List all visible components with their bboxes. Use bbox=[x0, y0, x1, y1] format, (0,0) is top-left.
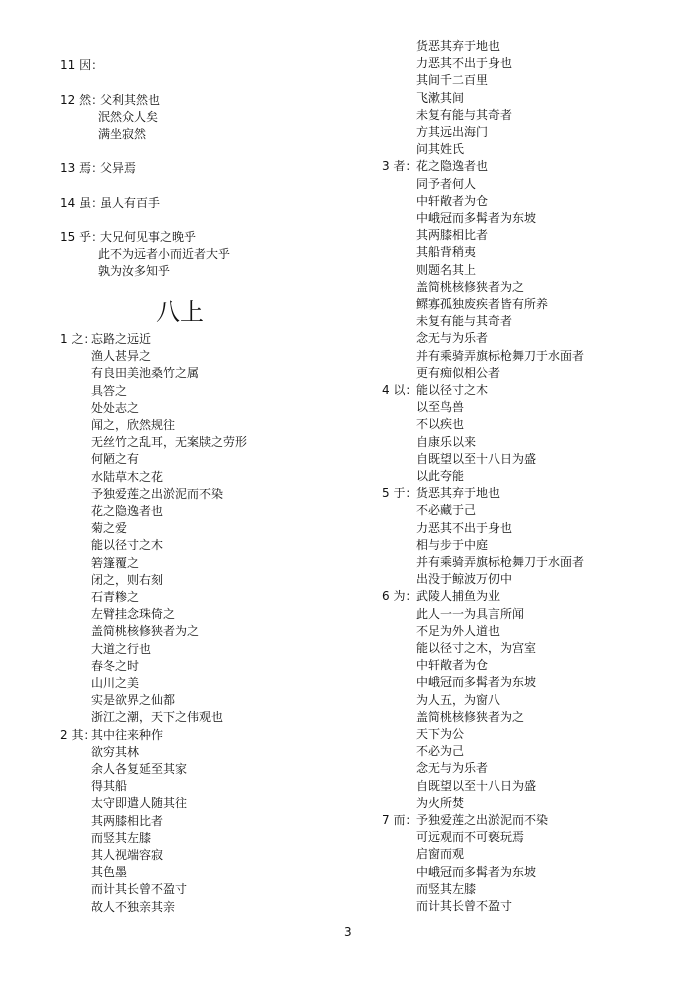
entry-line: 自既望以至十八日为盛 bbox=[416, 778, 537, 793]
entry-line: 不必藏于己 bbox=[416, 503, 477, 518]
entry-line: 何陋之有 bbox=[91, 452, 140, 467]
entry-line: 其船背稍夷 bbox=[416, 245, 477, 260]
entry-line: 菊之爱 bbox=[91, 521, 128, 536]
entry-line: 其两膝相比者 bbox=[91, 813, 164, 828]
entry-line: 孰为汝多知乎 bbox=[98, 264, 171, 279]
entry-line: 满坐寂然 bbox=[98, 127, 147, 142]
entry-line: 武陵人捕鱼为业 bbox=[416, 589, 501, 604]
entry-line: 实是欲界之仙都 bbox=[91, 693, 176, 708]
entry-line: 天下为公 bbox=[416, 727, 465, 741]
entry-line: 以此夸能 bbox=[416, 469, 465, 483]
entry-line: 余人各复延至其家 bbox=[91, 762, 188, 776]
entry-line: 泯然众人矣 bbox=[98, 110, 159, 125]
entry-line: 自康乐以来 bbox=[416, 434, 477, 449]
entry-line: 此人一一为具言所闻 bbox=[416, 606, 525, 621]
entry-label: 6 为： bbox=[382, 589, 418, 604]
page-number: 3 bbox=[344, 925, 352, 939]
entry-line: 不足为外人道也 bbox=[416, 623, 501, 638]
entry-line: 此不为远者小而近者大乎 bbox=[98, 247, 231, 262]
entry-line: 方其远出海门 bbox=[416, 125, 489, 139]
entry-line: 花之隐逸者也 bbox=[416, 159, 489, 174]
entry-line: 予独爱莲之出淤泥而不染 bbox=[416, 813, 549, 827]
entry-line: 更有痴似相公者 bbox=[416, 365, 501, 380]
entry-line: 其两膝相比者 bbox=[416, 228, 489, 243]
entry-line: 父利其然也 bbox=[100, 93, 161, 107]
entry-line: 则题名其上 bbox=[416, 262, 477, 277]
entry-line: 未复有能与其奇者 bbox=[416, 107, 513, 122]
entry-line: 盖简桃核修狭者为之 bbox=[416, 279, 525, 294]
entry-line: 出没于鲸波万仞中 bbox=[416, 572, 513, 587]
entry-line: 具答之 bbox=[91, 383, 128, 398]
entry-label: 5 于： bbox=[382, 486, 418, 501]
entry-line: 忘路之远近 bbox=[91, 332, 152, 346]
entry-line: 能以径寸之木 bbox=[416, 383, 489, 397]
entry-label: 12 然： bbox=[60, 93, 104, 107]
entry-line: 力恶其不出于身也 bbox=[416, 56, 513, 71]
entry-line: 并有乘骑弄旗标枪舞刀于水面者 bbox=[416, 555, 585, 569]
entry-line: 得其船 bbox=[91, 779, 128, 794]
entry-line: 并有乘骑弄旗标枪舞刀于水面者 bbox=[416, 348, 585, 363]
entry-line: 其中往来种作 bbox=[91, 727, 164, 742]
entry-line: 故人不独亲其亲 bbox=[91, 899, 176, 914]
entry-line: 中峨冠而多髯者为东坡 bbox=[416, 211, 537, 225]
entry-line: 渔人甚异之 bbox=[91, 349, 152, 364]
entry-line: 太守即遣人随其往 bbox=[91, 796, 188, 811]
entry-line: 飞漱其间 bbox=[416, 90, 465, 105]
entry-label: 7 而： bbox=[382, 813, 418, 827]
entry-line: 而竖其左膝 bbox=[416, 881, 477, 896]
entry-line: 鳏寡孤独废疾者皆有所养 bbox=[416, 297, 549, 311]
entry-line: 予独爱莲之出淤泥而不染 bbox=[91, 486, 224, 501]
entry-line: 左臂挂念珠倚之 bbox=[91, 607, 176, 622]
entry-line: 盖简桃核修狭者为之 bbox=[91, 624, 200, 639]
entry-line: 自既望以至十八日为盛 bbox=[416, 451, 537, 466]
entry-line: 念无与为乐者 bbox=[416, 331, 489, 346]
entry-line: 春冬之时 bbox=[91, 658, 140, 673]
entry-line: 能以径寸之木，为宫室 bbox=[416, 641, 537, 655]
entry-line: 处处志之 bbox=[91, 400, 140, 415]
entry-line: 大道之行也 bbox=[91, 641, 152, 656]
entry-line: 不以疾也 bbox=[416, 417, 465, 432]
entry-line: 有良田美池桑竹之属 bbox=[91, 366, 200, 381]
entry-line: 货恶其弃于地也 bbox=[416, 486, 501, 501]
entry-line: 能以径寸之木 bbox=[91, 538, 164, 553]
entry-line: 闭之，则右刻 bbox=[91, 572, 164, 587]
entry-line: 为火所焚 bbox=[416, 795, 465, 810]
entry-line: 其间千二百里 bbox=[416, 73, 489, 88]
entry-line: 问其姓氏 bbox=[416, 142, 465, 157]
entry-line: 父异焉 bbox=[100, 161, 137, 175]
entry-line: 箬篷覆之 bbox=[91, 555, 140, 570]
entry-line: 而竖其左膝 bbox=[91, 830, 152, 845]
entry-line: 其人视端容寂 bbox=[91, 848, 164, 862]
entry-line: 可远观而不可亵玩焉 bbox=[416, 830, 525, 845]
section-heading: 八上 bbox=[156, 298, 204, 326]
entry-line: 相与步于中庭 bbox=[416, 537, 489, 552]
entry-label: 11 因： bbox=[60, 58, 104, 72]
entry-line: 而计其长曾不盈寸 bbox=[91, 882, 188, 897]
entry-line: 力恶其不出于身也 bbox=[416, 520, 513, 535]
entry-line: 欲穷其林 bbox=[91, 744, 140, 759]
entry-label: 1 之： bbox=[60, 332, 96, 346]
entry-line: 启窗而观 bbox=[416, 847, 465, 862]
entry-line: 石青糁之 bbox=[91, 590, 140, 604]
entry-line: 不必为己 bbox=[416, 744, 465, 759]
entry-line: 花之隐逸者也 bbox=[91, 504, 164, 518]
entry-label: 15 乎： bbox=[60, 230, 104, 244]
entry-label: 4 以： bbox=[382, 383, 418, 397]
entry-label: 13 焉： bbox=[60, 161, 104, 175]
entry-line: 闻之，欣然规往 bbox=[91, 418, 176, 432]
entry-line: 水陆草木之花 bbox=[91, 469, 164, 484]
entry-line: 中峨冠而多髯者为东坡 bbox=[416, 864, 537, 879]
entry-line: 念无与为乐者 bbox=[416, 761, 489, 776]
entry-line: 中轩敞者为仓 bbox=[416, 193, 489, 208]
entry-line: 无丝竹之乱耳，无案牍之劳形 bbox=[91, 435, 248, 450]
entry-line: 为人五，为窗八 bbox=[416, 692, 501, 707]
entry-line: 以至鸟兽 bbox=[416, 400, 465, 415]
entry-line: 盖简桃核修狭者为之 bbox=[416, 709, 525, 724]
entry-line: 未复有能与其奇者 bbox=[416, 314, 513, 329]
entry-line: 中轩敞者为仓 bbox=[416, 658, 489, 673]
entry-label: 14 虽： bbox=[60, 196, 104, 210]
entry-line: 浙江之潮，天下之伟观也 bbox=[91, 710, 224, 725]
entry-line: 其色墨 bbox=[91, 865, 128, 880]
entry-line: 货恶其弃于地也 bbox=[416, 39, 501, 53]
entry-line: 而计其长曾不盈寸 bbox=[416, 899, 513, 913]
entry-line: 山川之美 bbox=[91, 676, 140, 690]
entry-line: 中峨冠而多髯者为东坡 bbox=[416, 675, 537, 690]
entry-line: 虽人有百手 bbox=[100, 196, 161, 210]
entry-line: 大兄何见事之晚乎 bbox=[100, 230, 197, 244]
entry-label: 3 者： bbox=[382, 159, 418, 174]
entry-line: 同予者何人 bbox=[416, 176, 477, 191]
entry-label: 2 其： bbox=[60, 727, 96, 742]
